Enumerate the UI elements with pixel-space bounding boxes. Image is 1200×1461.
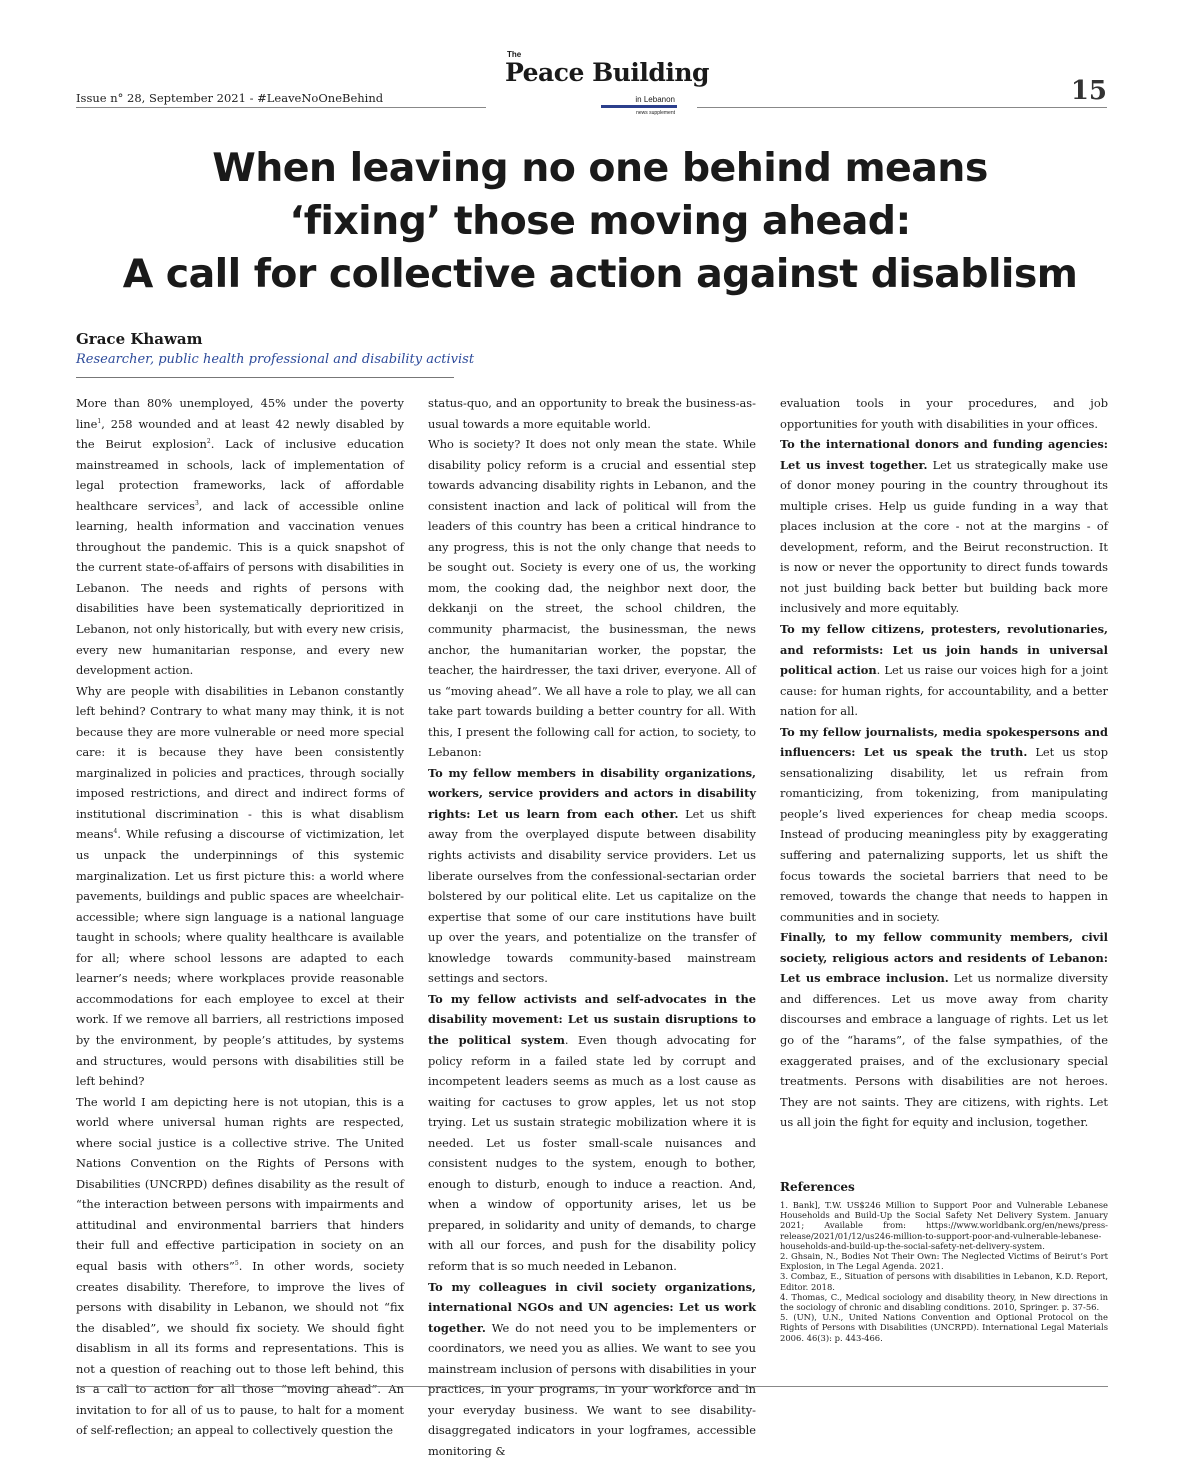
author-name: Grace Khawam <box>76 330 203 348</box>
page-number: 15 <box>1070 76 1107 106</box>
paragraph: Why are people with disabilities in Lebanon constantly left behind? Contrary to what many may think, it is not because they are more vulnerable or need more special care: it is because they have been consistently marginalized in policies and practices, through socially imposed restrictions, and direct and indirect forms of institutional discrimination - this is what disablism means$^4$. While refusing a discourse of victimization, let us unpack the underpinnings of this systemic marginalization. Let us first picture this: a world where pavements, buildings and public spaces are wheelchair-accessible; where sign language is a national language taught in schools; where quality healthcare is available for all; where school lessons are adapted to each learner’s needs; where workplaces provide reasonable accommodations for each employee to excel at their work. If we remove all barriers, all restrictions imposed by the environment, by people’s attitudes, by systems and structures, would persons with disabilities still be left behind? <box>76 683 404 1089</box>
paragraph: To my fellow activists and self-advocates in the disability movement: Let us sustain disruptions to the political system. Even though advocating for policy reform in a failed state led by corrupt and incompetent leaders seems as much as a lost cause as waiting for cactuses to grow apples, let us not stop trying. Let us sustain strategic mobilization where it is needed. Let us foster small-scale nuisances and consistent nudges to the system, enough to bother, enough to disturb, enough to induce a reaction. And, when a window of opportunity arises, let us be prepared, in solidarity and unity of demands, to charge with all our forces, and push for the disability policy reform that is so much needed in Lebanon. <box>428 991 756 1273</box>
article-title <box>40 142 1160 301</box>
author-rule <box>76 377 454 378</box>
paragraph: status-quo, and an opportunity to break the business-as-usual towards a more equitable world. <box>428 396 756 431</box>
paragraph: To the international donors and funding agencies: Let us invest together. Let us strategically make use of donor money pouring in the country throughout its multiple crises. Help us guide funding in a way that places inclusion at the core - not at the margins - of development, reform, and the Beirut reconstruction. It is now or never the opportunity to direct funds towards not just building back better but building back more inclusively and more equitably. <box>780 437 1108 616</box>
logo-subtitle: in Lebanon <box>635 95 675 104</box>
article-column-1 <box>76 393 404 1441</box>
paragraph: To my fellow citizens, protesters, revolutionaries, and reformists: Let us join hands in universal political action. Let us raise our voices high for a joint cause: for human rights, for accountability, and a better nation for all. <box>780 622 1109 719</box>
paragraph: Who is society? It does not only mean the state. While disability policy reform is a crucial and essential step towards advancing disability rights in Lebanon, and the consistent inaction and lack of political will from the leaders of this country has been a critical hindrance to any progress, this is not the only change that needs to be sought out. Society is every one of us, the working mom, the cooking dad, the neighbor next door, the dekkanji on the street, the school children, the community pharmacist, the businessman, the news anchor, the humanitarian worker, the popstar, the teacher, the hairdresser, the taxi driver, everyone. All of us “moving ahead”. We all have a role to play, we all can take part towards building a better country for all. With this, I present the following call for action, to society, to Lebanon: <box>428 437 756 760</box>
header-rule-left <box>76 107 486 108</box>
footer-rule <box>76 1386 1108 1387</box>
title-line-2: ‘fixing’ those moving ahead: <box>289 198 911 244</box>
logo-name: Peace Building <box>505 58 709 87</box>
header-rule-right <box>697 107 1107 108</box>
issue-line: Issue n° 28, September 2021 - #LeaveNoOneBehind <box>76 91 384 105</box>
title-line-3: A call for collective action against disablism <box>122 251 1078 297</box>
paragraph: evaluation tools in your procedures, and job opportunities for youth with disabilities in your offices. <box>780 396 1108 431</box>
references-heading: References <box>780 1180 855 1194</box>
paragraph: Finally, to my fellow community members, civil society, religious actors and residents of Lebanon: Let us embrace inclusion. Let us normalize diversity and differences. Let us move away from charity discourses and embrace a language of rights. Let us let go of the “harams”, of the false sympathies, of the exaggerated praises, and of the exclusionary special treatments. Persons with disabilities are not heroes. They are not saints. They are citizens, with rights. Let us all join the fight for equity and inclusion, together. <box>780 930 1108 1130</box>
article-column-2 <box>428 393 756 1461</box>
logo-supplement: news supplement <box>636 110 675 116</box>
reference-item: 1. Bank], T.W. US$246 Million to Support Poor and Vulnerable Lebanese Households and Build-Up the Social Safety Net Delivery System. January 2021; Available from: https://www.worldbank.org/en/news/press-release/2021/01/12/us246-million-to-support-poor-and-vulnerable-lebanese-households-and-build-up-the-social-safety-net-delivery-system. <box>780 1200 1108 1251</box>
logo-underline <box>601 105 677 108</box>
paragraph: To my fellow journalists, media spokespersons and influencers: Let us speak the truth. Let us stop sensationalizing disability, let us refrain from romanticizing, from tokenizing, from manipulating people’s lived experiences for cheap media scoops. Instead of producing meaningless pity by exaggerating suffering and paternalizing supports, let us shift the focus towards the societal barriers that need to be removed, towards the change that needs to happen in communities and in society. <box>780 724 1108 924</box>
title-line-1: When leaving no one behind means <box>212 145 988 191</box>
article-column-3 <box>780 393 1108 1133</box>
author-role: Researcher, public health professional and disability activist <box>76 352 475 367</box>
publication-logo <box>505 50 709 118</box>
references-list <box>780 1200 1108 1343</box>
reference-item: 4. Thomas, C., Medical sociology and disability theory, in New directions in the sociology of chronic and disabling conditions. 2010, Springer. p. 37-56. <box>780 1291 1108 1313</box>
paragraph: To my fellow members in disability organizations, workers, service providers and actors in disability rights: Let us learn from each other. Let us shift away from the overplayed dispute between disability rights activists and disability service providers. Let us liberate ourselves from the confessional-sectarian order bolstered by our political elite. Let us capitalize on the expertise that some of our care institutions have built up over the years, and potentialize on the transfer of knowledge towards community-based mainstream settings and sectors. <box>428 765 756 986</box>
reference-item: 2. Ghsain, N., Bodies Not Their Own: The Neglected Victims of Beirut’s Port Explosion, in The Legal Agenda. 2021. <box>780 1251 1108 1272</box>
reference-item: 5. (UN), U.N., United Nations Convention and Optional Protocol on the Rights of Persons with Disabilities (UNCRPD). International Legal Materials 2006. 46(3): p. 443-466. <box>780 1312 1108 1343</box>
logo-the: The <box>507 50 522 59</box>
paragraph: To my colleagues in civil society organizations, international NGOs and UN agencies: Let us work together. We do not need you to be implementers or coordinators, we need you as allies. We want to see you mainstream inclusion of persons with disabilities in your practices, in your programs, in your workforce and in your everyday business. We want to see disability-disaggregated indicators in your logframes, accessible monitoring & <box>428 1279 756 1458</box>
paragraph: The world I am depicting here is not utopian, this is a world where universal human rights are respected, where social justice is a collective strive. The United Nations Convention on the Rights of Persons with Disabilities (UNCRPD) defines disability as the result of “the interaction between persons with impairments and attitudinal and environmental barriers that hinders their full and effective participation in society on an equal basis with others”$^5$. In other words, society creates disability. Therefore, to improve the lives of persons with disability in Lebanon, we should not “fix the disabled”, we should fix society. We should fight disablism in all its forms and representations. This is not a question of reaching out to those left behind, this is a call to action for all those “moving ahead”. An invitation to for all of us to pause, to halt for a moment of self-reflection; an appeal to collectively question the <box>76 1094 404 1438</box>
reference-item: 3. Combaz, E., Situation of persons with disabilities in Lebanon, K.D. Report, Editor. 2018. <box>780 1271 1108 1292</box>
paragraph: More than 80% unemployed, 45% under the poverty line$^1$, 258 wounded and at least 42 newly disabled by the Beirut explosion$^2$. Lack of inclusive education mainstreamed in schools, lack of implementation of legal protection frameworks, lack of affordable healthcare services$^3$, and lack of accessible online learning, health information and vaccination venues throughout the pandemic. This is a quick snapshot of the current state-of-affairs of persons with disabilities in Lebanon. The needs and rights of persons with disabilities have been systematically deprioritized in Lebanon, not only historically, but with every new crisis, every new humanitarian response, and every new development action. <box>76 396 404 678</box>
